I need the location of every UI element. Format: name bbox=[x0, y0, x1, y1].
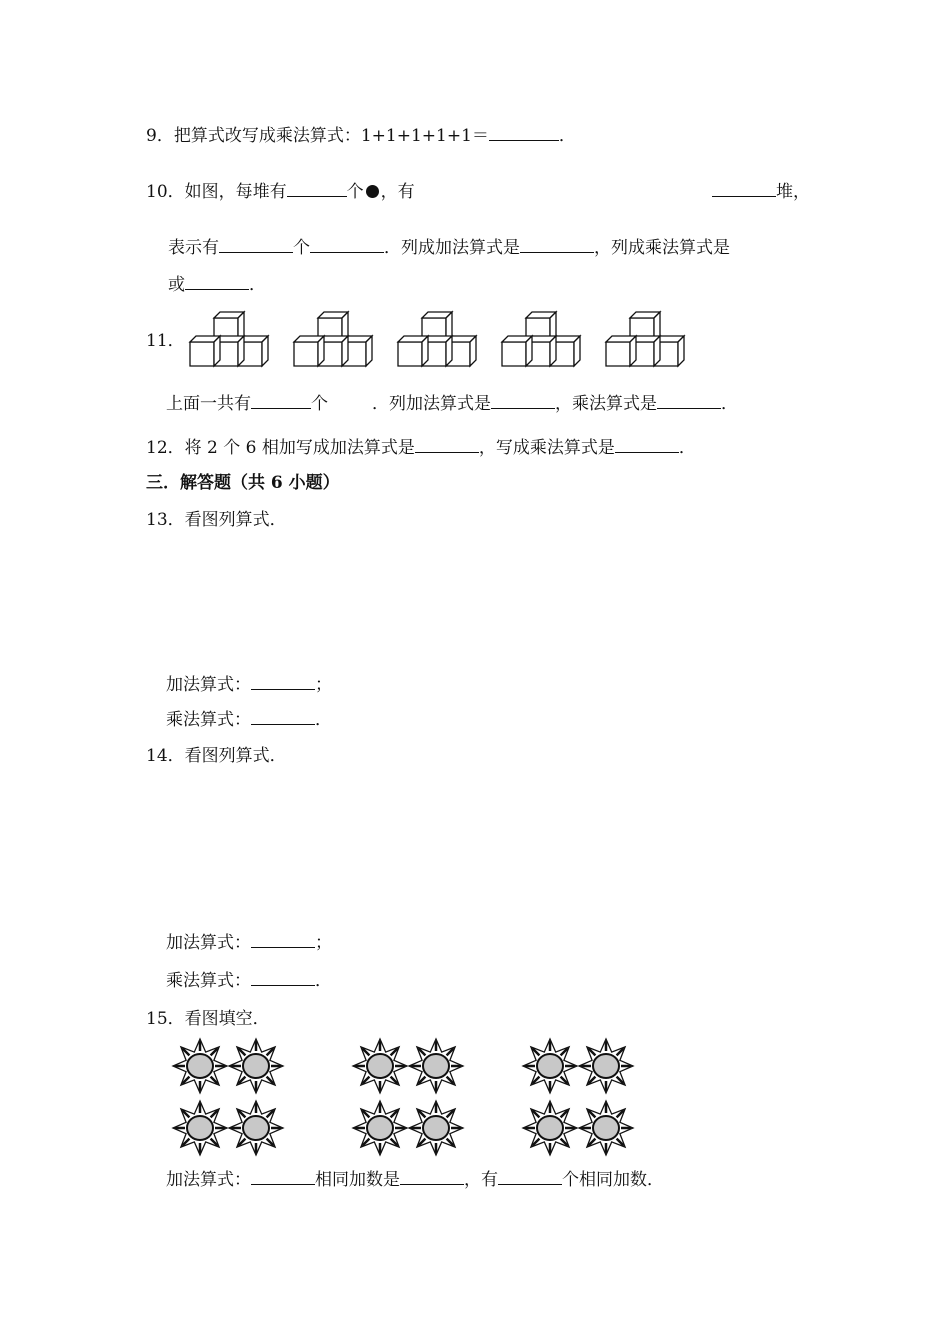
q12-addition-blank[interactable] bbox=[415, 436, 479, 453]
black-dot-icon bbox=[366, 185, 379, 198]
sun bbox=[409, 1039, 463, 1093]
sun bbox=[229, 1039, 283, 1093]
cube bbox=[502, 336, 532, 366]
cube bbox=[294, 336, 324, 366]
sun bbox=[579, 1101, 633, 1155]
question-15: 15．看图填空． bbox=[146, 1009, 270, 1029]
q10-piles-blank[interactable] bbox=[712, 180, 776, 197]
q9-text: 把算式改写成乘法算式： bbox=[173, 126, 361, 146]
question-14: 14．看图列算式． bbox=[146, 746, 287, 766]
q11-addition-blank[interactable] bbox=[491, 392, 555, 409]
q15-number: 15． bbox=[146, 1009, 185, 1029]
q9-number: 9． bbox=[146, 126, 174, 146]
q11-number: 11． bbox=[146, 331, 185, 351]
sun bbox=[229, 1101, 283, 1155]
q13-number: 13． bbox=[146, 510, 185, 530]
q10-line-3: 或 ． bbox=[168, 275, 266, 295]
q9-answer-blank[interactable] bbox=[489, 124, 559, 141]
question-10: 10．如图，每堆有 个 ，有 bbox=[146, 182, 415, 202]
q13-addition: 加法算式： ； bbox=[166, 675, 332, 695]
q10-line-2: 表示有 个 ．列成加法算式是 ，列成乘法算式是 bbox=[168, 238, 730, 258]
q15-answer-line: 加法算式： 相同加数是 ，有 个相同加数． bbox=[166, 1170, 664, 1190]
q11-count-blank[interactable] bbox=[251, 392, 311, 409]
q14-addition: 加法算式： ； bbox=[166, 933, 332, 953]
sun bbox=[353, 1039, 407, 1093]
section-3-title: 三．解答题（共 6 小题） bbox=[146, 473, 340, 493]
q14-multiplication: 乘法算式： ． bbox=[166, 971, 332, 991]
q10-number: 10． bbox=[146, 182, 185, 202]
q10-multiplication-blank[interactable] bbox=[185, 273, 249, 290]
q15-addend-blank[interactable] bbox=[400, 1168, 464, 1185]
cube bbox=[398, 336, 428, 366]
q12-multiplication-blank[interactable] bbox=[615, 436, 679, 453]
question-13: 13．看图列算式． bbox=[146, 510, 287, 530]
sun bbox=[353, 1101, 407, 1155]
q14-addition-blank[interactable] bbox=[251, 931, 315, 948]
q10-addition-blank[interactable] bbox=[520, 236, 594, 253]
q11-multiplication-blank[interactable] bbox=[657, 392, 721, 409]
q10-count-blank[interactable] bbox=[287, 180, 347, 197]
q14-number: 14． bbox=[146, 746, 185, 766]
sun bbox=[409, 1101, 463, 1155]
sun bbox=[523, 1101, 577, 1155]
q13-multiplication: 乘法算式： ． bbox=[166, 710, 332, 730]
question-12: 12．将 2 个 6 相加写成加法算式是 ，写成乘法算式是 ． bbox=[146, 438, 696, 458]
sun bbox=[523, 1039, 577, 1093]
q10-blank-a[interactable] bbox=[219, 236, 293, 253]
q15-addition-blank[interactable] bbox=[251, 1168, 315, 1185]
sun bbox=[173, 1101, 227, 1155]
q10-blank-b[interactable] bbox=[310, 236, 384, 253]
q13-multiplication-blank[interactable] bbox=[251, 708, 315, 725]
q10-piles: 堆， bbox=[712, 180, 810, 203]
q9-expression: 1+1+1+1+1＝ bbox=[360, 126, 489, 146]
q13-addition-blank[interactable] bbox=[251, 673, 315, 690]
q14-multiplication-blank[interactable] bbox=[251, 969, 315, 986]
cube-stacks-figure bbox=[186, 310, 706, 374]
cube bbox=[606, 336, 636, 366]
q15-count-blank[interactable] bbox=[498, 1168, 562, 1185]
sun bbox=[579, 1039, 633, 1093]
q12-number: 12． bbox=[146, 438, 185, 458]
question-11: 上面一共有 个 ．列加法算式是 ，乘法算式是 ． bbox=[166, 394, 738, 414]
sun-groups-figure bbox=[160, 1040, 660, 1160]
question-9: 9．把算式改写成乘法算式：1+1+1+1+1＝ ． bbox=[146, 126, 576, 146]
cube bbox=[190, 336, 220, 366]
sun bbox=[173, 1039, 227, 1093]
